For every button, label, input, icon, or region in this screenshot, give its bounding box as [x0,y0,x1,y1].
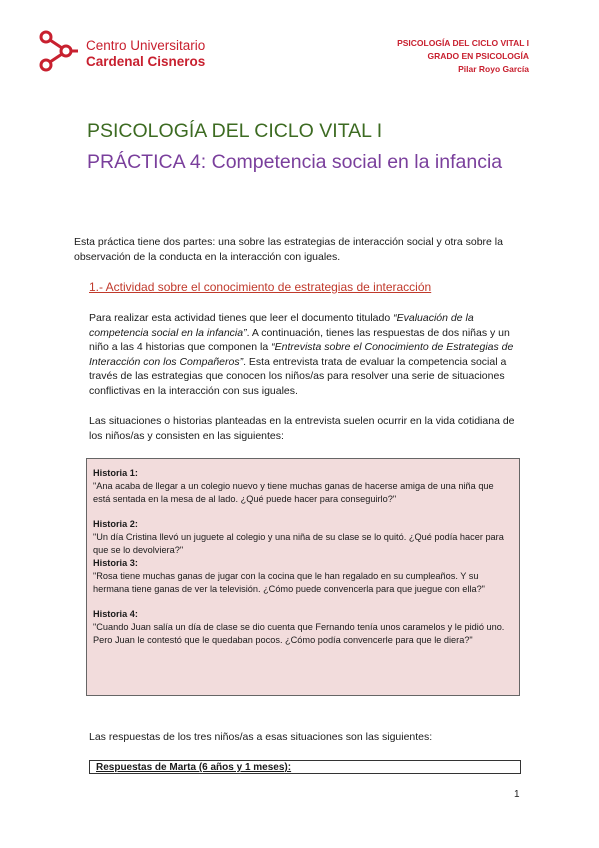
header-degree: GRADO EN PSICOLOGÍA [427,51,529,61]
interview-title: “Entrevista sobre el Conocimiento de Estrategias de Interacción con los Compañeros” [89,341,514,368]
responses-intro: Las respuestas de los tres niños/as a esas situaciones son las siguientes: [89,731,433,743]
practice-title: PRÁCTICA 4: Competencia social en la infancia [87,151,503,173]
story-title: Historia 1: [93,468,138,478]
section-heading: 1.- Actividad sobre el conocimiento de estrategias de interacción [89,280,432,294]
logo-line-2: Cardenal Cisneros [86,54,206,69]
story-2 [93,518,513,557]
story-3 [93,557,513,596]
activity-paragraph-1 [89,311,525,398]
activity-text-a: Para realizar esta actividad tienes que leer el documento titulado [89,312,394,324]
story-text: "Ana acaba de llegar a un colegio nuevo y tiene muchas ganas de hacerse amiga de una niña que está sentada en la mesa de al lado. ¿Qué puede hacer para conseguirlo?" [93,481,494,504]
activity-text-b: . A continuación, tienes las respuestas de dos niñas y un niño a las 4 historias que componen la [89,326,510,353]
logo-line-1: Centro Universitario [86,38,206,53]
intro-paragraph: Esta práctica tiene dos partes: una sobre las estrategias de interacción social y otra sobre la observación de la conducta en la interacción con iguales. [74,236,503,263]
marta-responses-label: Respuestas de Marta (6 años y 1 meses): [96,762,292,773]
story-text: "Cuando Juan salía un día de clase se dio cuenta que Fernando tenía unos caramelos y le pidió uno. Pero Juan le contestó que le quedaban pocos. ¿Cómo podía convencerle para que le diera?" [93,622,505,645]
logo [36,28,236,74]
document-title: “Evaluación de la competencia social en la infancia” [89,312,474,339]
header-course: PSICOLOGÍA DEL CICLO VITAL I [397,38,529,48]
story-text: "Rosa tiene muchas ganas de jugar con la cocina que le han regalado en su cumpleaños. Y su hermana tiene ganas de ver la televisión. ¿Cómo puede convencerla para que juegue con ella?" [93,571,485,594]
story-text: "Un día Cristina llevó un juguete al colegio y una niña de su clase se lo quitó. ¿Qué podía hacer para que se lo devolviera?" [93,532,504,555]
stories-box [86,458,520,696]
course-title: PSICOLOGÍA DEL CICLO VITAL I [87,120,383,142]
activity-paragraph-2: Las situaciones o historias planteadas en la entrevista suelen ocurrir en la vida cotidiana de los niños/as y consisten en las siguientes: [89,415,515,442]
cisneros-logo-icon [36,28,80,74]
page-number: 1 [514,789,520,800]
header-author: Pilar Royo García [458,64,529,74]
story-1 [93,467,513,506]
story-4 [93,608,513,647]
story-title: Historia 4: [93,609,138,619]
activity-text-c: . Esta entrevista trata de evaluar la competencia social a través de las estrategias que conocen los niños/as para resolver una serie de situaciones conflictivas en la interacción con sus iguales. [89,355,507,397]
header-info [397,37,529,76]
story-title: Historia 3: [93,558,138,568]
marta-responses-box [89,760,521,774]
story-title: Historia 2: [93,519,138,529]
